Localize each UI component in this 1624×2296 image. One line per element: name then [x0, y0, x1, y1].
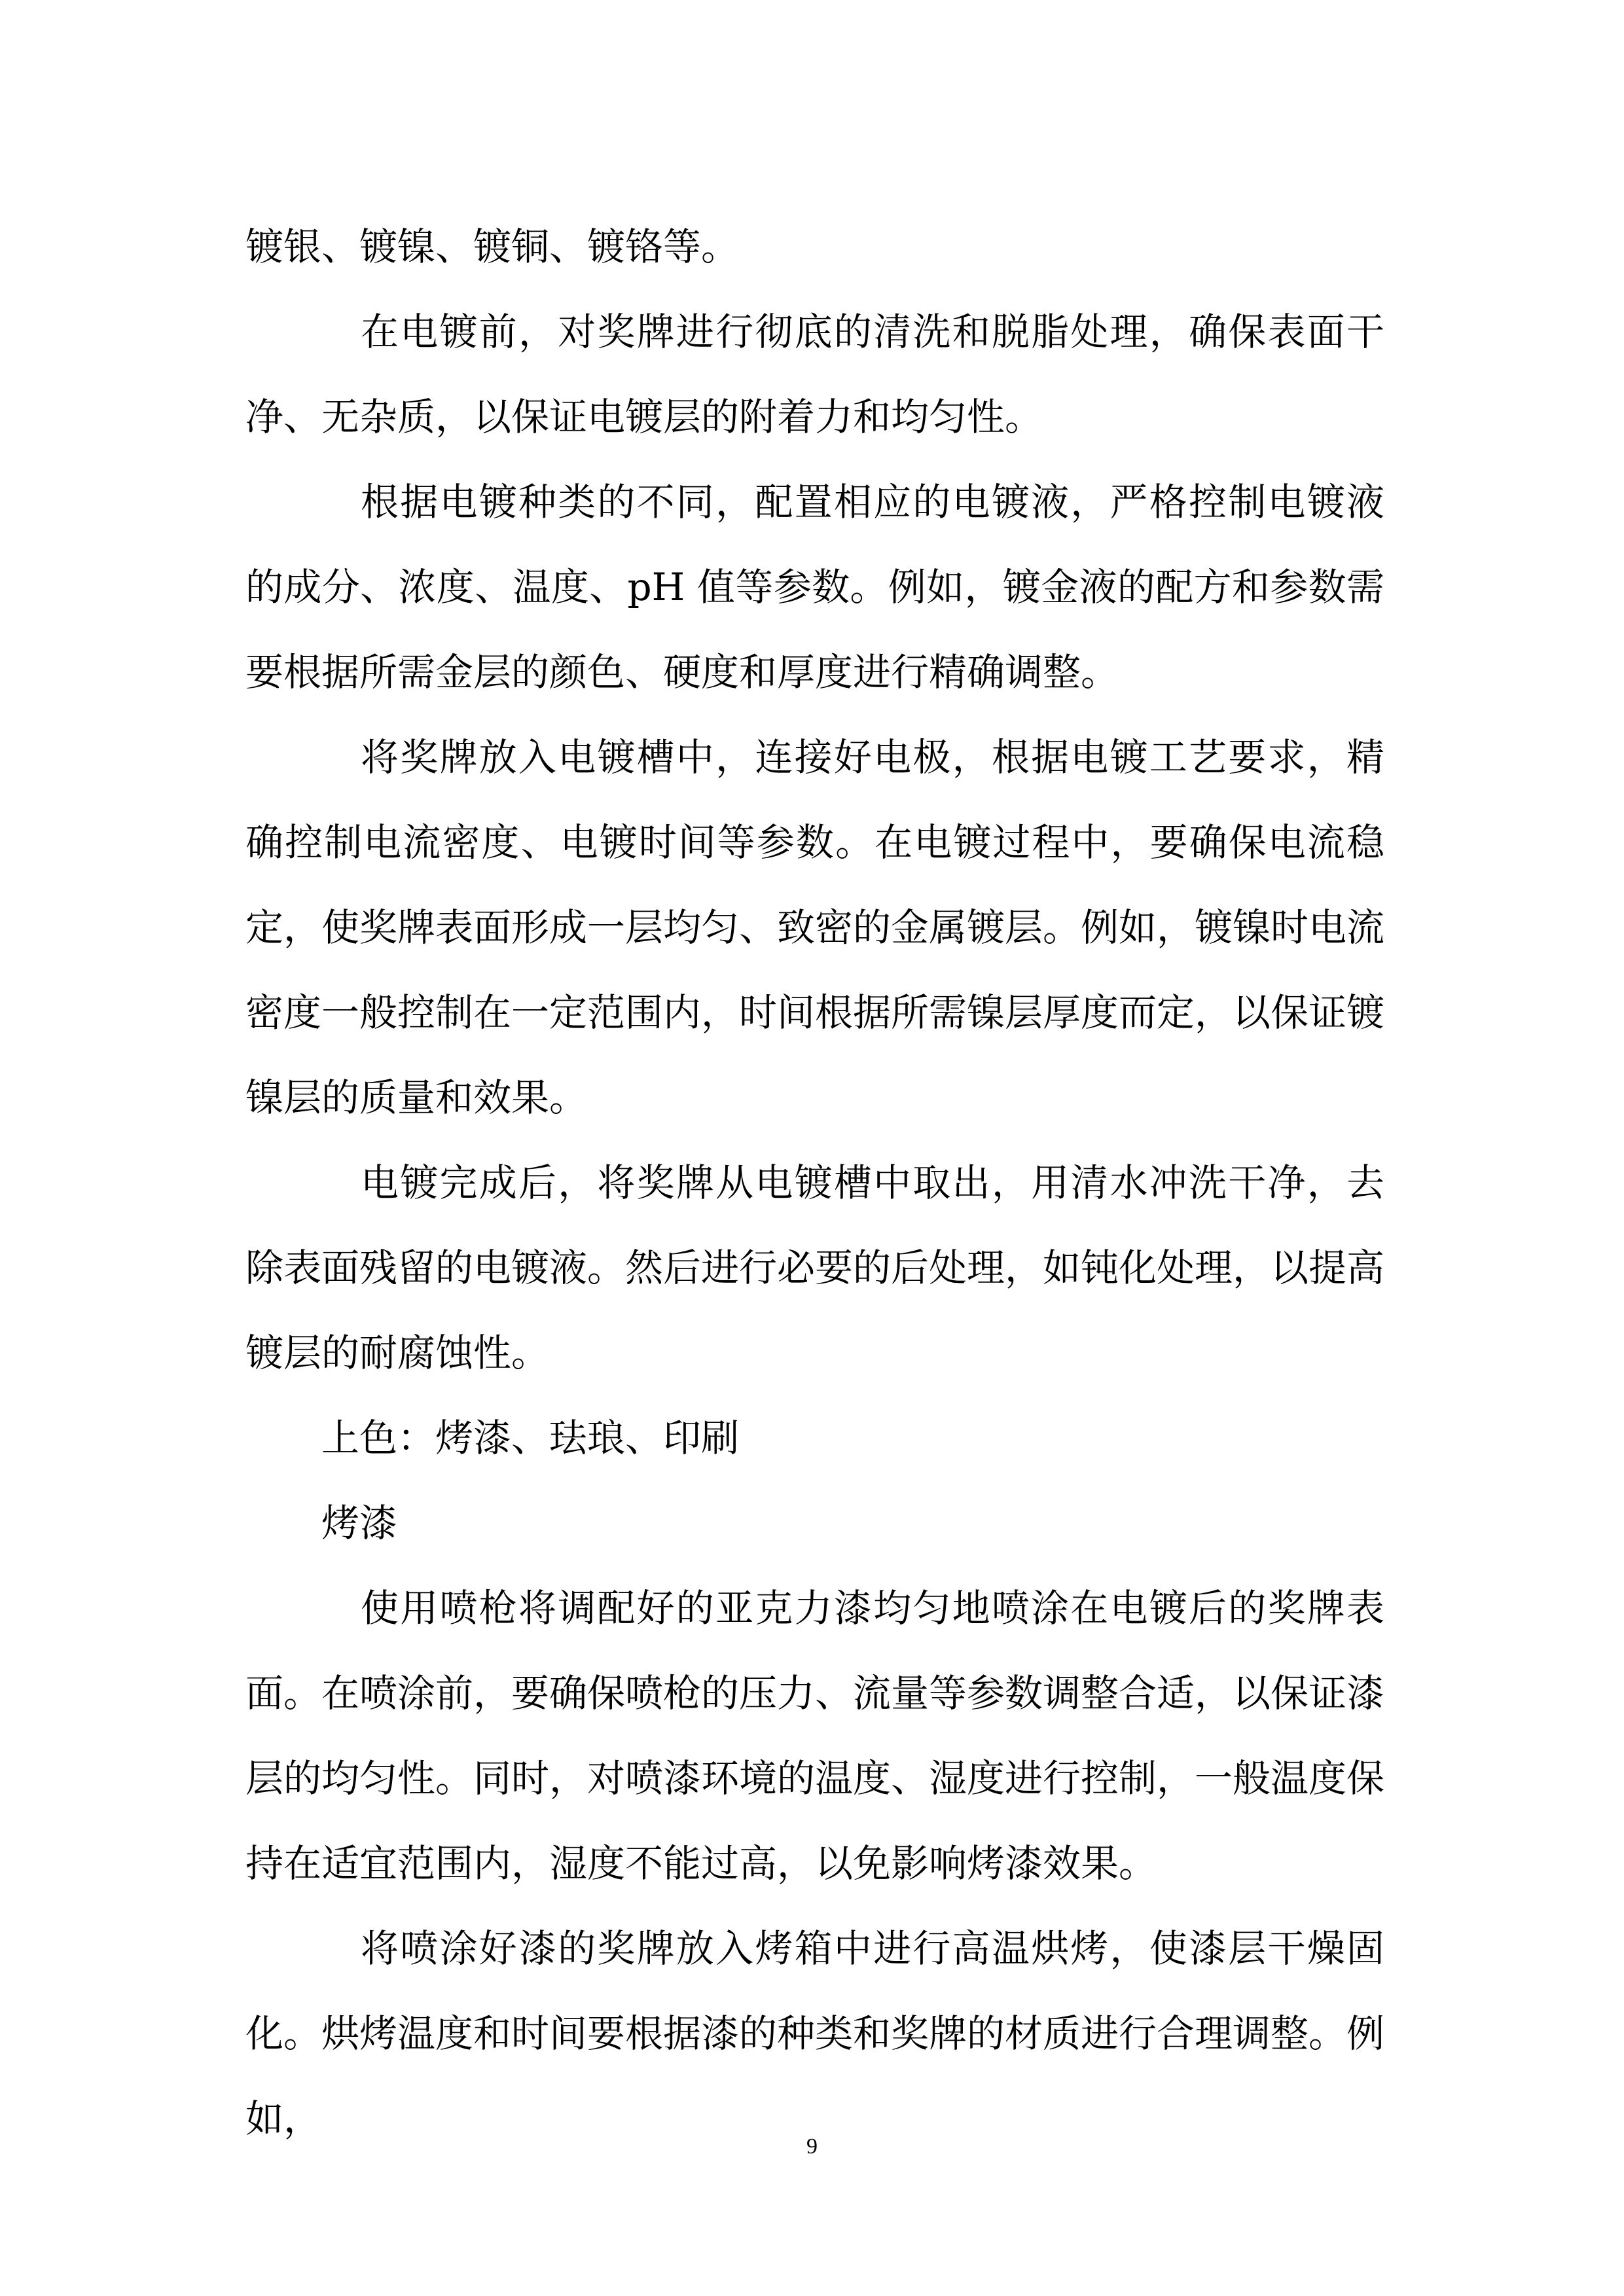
paragraph-2: 在电镀前，对奖牌进行彻底的清洗和脱脂处理，确保表面干净、无杂质，以保证电镀层的附着力和均匀性。 [245, 310, 1384, 439]
paragraph-1: 镀银、镀镍、镀铜、镀铬等。 [245, 224, 740, 269]
subheading-baking-paint: 烤漆 [321, 1501, 398, 1545]
paragraph-3: 根据电镀种类的不同，配置相应的电镀液，严格控制电镀液的成分、浓度、温度、pH 值等参数。例如，镀金液的配方和参数需要根据所需金层的颜色、硬度和厚度进行精确调整。 [245, 480, 1384, 694]
body-text [245, 204, 1384, 2161]
paragraph-6: 使用喷枪将调配好的亚克力漆均匀地喷涂在电镀后的奖牌表面。在喷涂前，要确保喷枪的压力、流量等参数调整合适，以保证漆层的均匀性。同时，对喷漆环境的温度、湿度进行控制，一般温度保持在适宜范围内，湿度不能过高，以免影响烤漆效果。 [245, 1586, 1385, 1886]
subheading-coloring: 上色：烤漆、珐琅、印刷 [321, 1416, 740, 1460]
paragraph-7: 将喷涂好漆的奖牌放入烤箱中进行高温烘烤，使漆层干燥固化。烘烤温度和时间要根据漆的种类和奖牌的材质进行合理调整。例如， [245, 1926, 1385, 2141]
page-number: 9 [806, 2134, 818, 2159]
paragraph-4: 将奖牌放入电镀槽中，连接好电极，根据电镀工艺要求，精确控制电流密度、电镀时间等参数。在电镀过程中，要确保电流稳定，使奖牌表面形成一层均匀、致密的金属镀层。例如，镀镍时电流密度一般控制在一定范围内，时间根据所需镍层厚度而定，以保证镀镍层的质量和效果。 [245, 735, 1385, 1120]
paragraph-5: 电镀完成后，将奖牌从电镀槽中取出，用清水冲洗干净，去除表面残留的电镀液。然后进行必要的后处理，如钝化处理，以提高镀层的耐腐蚀性。 [245, 1160, 1385, 1375]
